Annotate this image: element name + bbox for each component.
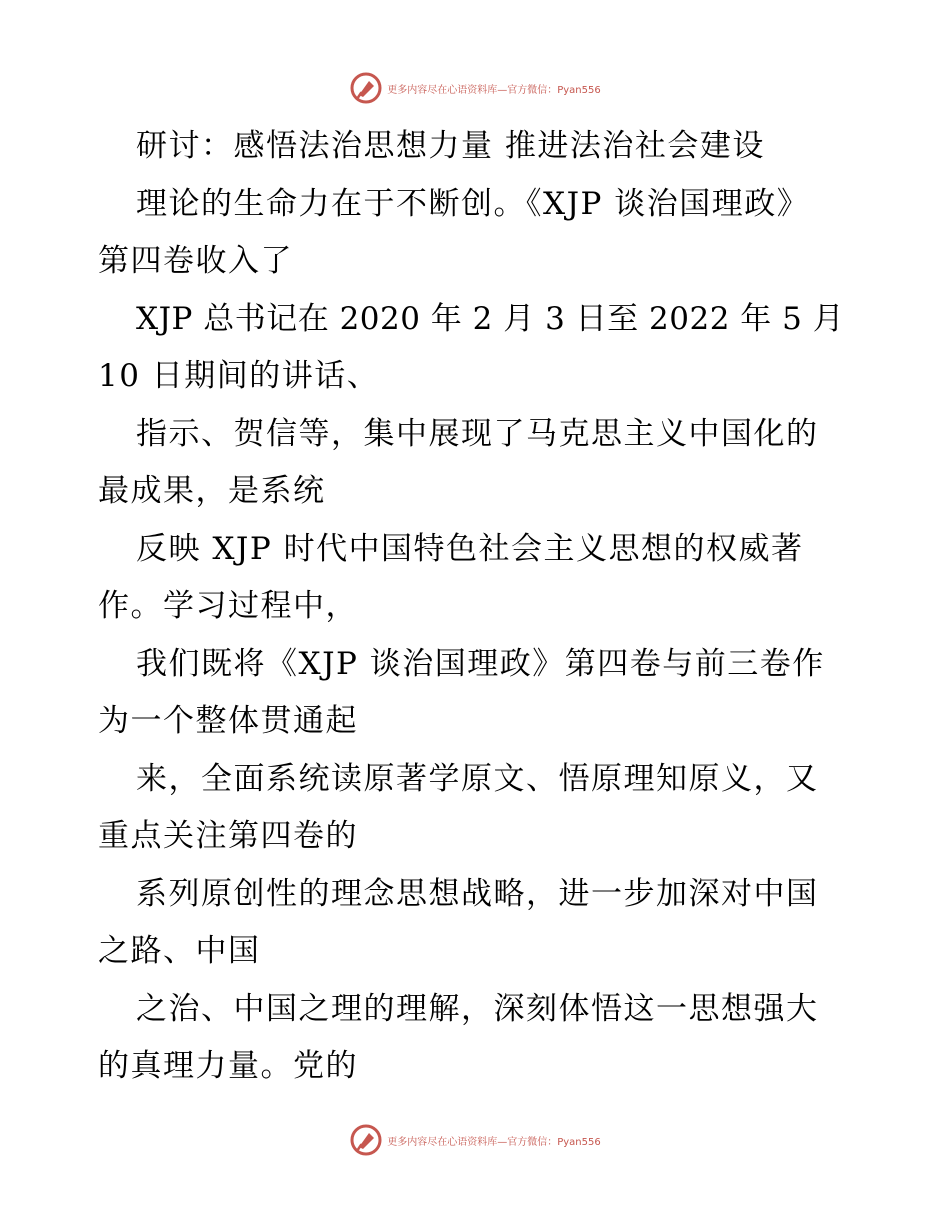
text-line: 第四卷收入了	[98, 243, 293, 279]
text-line: 之治、中国之理的理解，深刻体悟这一思想强大	[136, 990, 819, 1027]
watermark-text: 更多内容尽在心语资料库—官方微信：Pyan556	[387, 1136, 601, 1148]
text-line: XJP 总书记在 2020 年 2 月 3 日至 2022 年 5 月	[136, 300, 845, 337]
text-line: 重点关注第四卷的	[98, 818, 358, 854]
text-line: 系列原创性的理念思想战略，进一步加深对中国	[136, 875, 819, 912]
text-line: 之路、中国	[98, 933, 261, 969]
text-line: 我们既将《XJP 谈治国理政》第四卷与前三卷作	[136, 645, 825, 682]
footer-watermark	[0, 1120, 950, 1160]
text-line: 理论的生命力在于不断创。《XJP 谈治国理政》	[136, 185, 810, 222]
text-line: 作。学习过程中，	[98, 588, 358, 624]
text-line: 指示、贺信等，集中展现了马克思主义中国化的	[136, 415, 819, 452]
text-line: 研讨：感悟法治思想力量 推进法治社会建设	[136, 128, 765, 164]
text-line: 最成果，是系统	[98, 473, 326, 509]
header-watermark	[0, 68, 950, 108]
text-line: 的真理力量。党的	[98, 1048, 358, 1084]
pen-nib-logo-icon	[349, 71, 383, 105]
text-line: 来，全面系统读原著学原文、悟原理知原义，又	[136, 760, 819, 797]
text-line: 反映 XJP 时代中国特色社会主义思想的权威著	[136, 530, 804, 567]
document-body	[98, 118, 858, 1096]
text-line: 为一个整体贯通起	[98, 703, 358, 739]
watermark-text: 更多内容尽在心语资料库—官方微信：Pyan556	[387, 84, 601, 96]
pen-nib-logo-icon	[349, 1123, 383, 1157]
text-line: 10 日期间的讲话、	[98, 358, 380, 394]
